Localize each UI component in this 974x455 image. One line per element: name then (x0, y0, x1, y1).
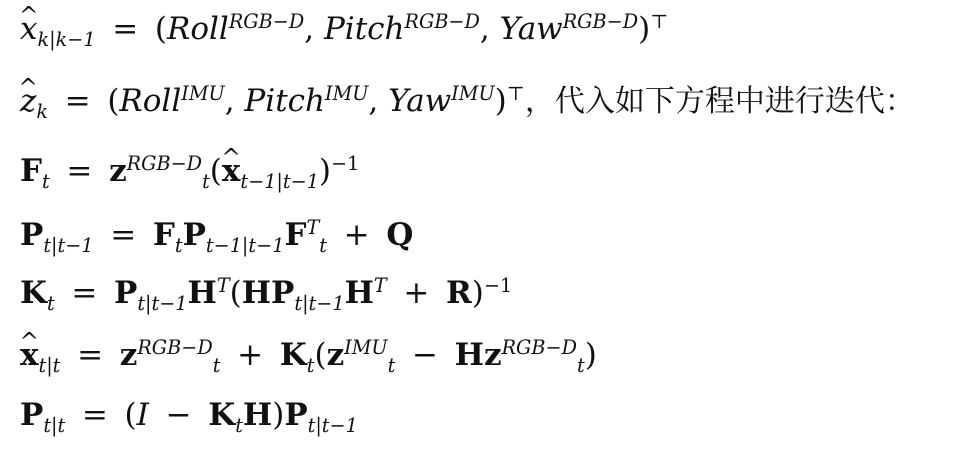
matrix-r: R (446, 275, 472, 311)
left-paren: ( (107, 83, 120, 119)
equals-sign: = (71, 275, 98, 311)
z-hat-symbol: ^ z (20, 86, 36, 117)
subscript-t: t (387, 354, 396, 378)
matrix-h: H (242, 397, 273, 433)
subscript-k-given-k-minus-1: k|k−1 (37, 28, 96, 52)
superscript-transpose: T (306, 216, 320, 240)
superscript-inverse: −1 (483, 274, 513, 298)
right-paren: ) (638, 11, 651, 47)
plus-sign: + (403, 275, 430, 311)
superscript-transpose: T (216, 274, 230, 298)
matrix-h: H (187, 275, 217, 311)
left-paren: ( (154, 11, 167, 47)
superscript-imu: IMU (344, 336, 388, 360)
matrix-p: P (284, 397, 308, 433)
pitch-symbol: Pitch (244, 83, 325, 119)
matrix-p: P (271, 275, 295, 311)
subscript-t-1-given-t-1: t−1|t−1 (240, 170, 319, 194)
equals-sign: = (81, 397, 108, 433)
pitch-symbol: Pitch (323, 11, 405, 47)
right-paren: ) (471, 275, 484, 311)
equation-kalman-gain (20, 274, 513, 316)
comma: , (368, 83, 379, 119)
yaw-symbol: Yaw (499, 11, 563, 47)
equals-sign: = (110, 217, 137, 253)
subscript-t: t (235, 414, 243, 438)
matrix-k: K (20, 275, 47, 311)
vector-z: z (109, 153, 127, 189)
subscript-t-given-t-1: t|t−1 (43, 234, 94, 258)
vector-z: z (326, 337, 345, 373)
superscript-rgbd: RGB−D (404, 10, 480, 34)
subscript-t-1-given-t-1: t−1|t−1 (205, 234, 285, 258)
vector-z: z (119, 337, 138, 373)
matrix-k: K (208, 397, 236, 433)
right-paren: ) (272, 397, 285, 433)
superscript-imu: IMU (181, 82, 225, 106)
subscript-t-given-t: t|t (38, 354, 61, 378)
matrix-p: P (20, 397, 44, 433)
subscript-t: t (174, 234, 183, 258)
comma: , (304, 11, 315, 47)
transpose-symbol: ⊤ (650, 10, 669, 34)
equation-state-update (20, 336, 597, 378)
matrix-p: P (182, 217, 206, 253)
comma: , (224, 83, 235, 119)
vector-z: z (483, 337, 502, 373)
equals-sign: = (77, 337, 104, 373)
subscript-t: t (212, 354, 221, 378)
identity-symbol: I (136, 397, 149, 433)
right-paren: ) (494, 83, 507, 119)
subscript-t: t (576, 354, 585, 378)
superscript-transpose: T (373, 274, 387, 298)
superscript-imu: IMU (324, 82, 369, 106)
subscript-t: t (46, 292, 55, 316)
matrix-f: F (284, 217, 307, 253)
equals-sign: = (66, 153, 93, 189)
chinese-instruction-text: ，代入如下方程中进行迭代： (524, 84, 915, 119)
superscript-rgbd: RGB−D (126, 152, 203, 176)
minus-sign: − (165, 397, 192, 433)
roll-symbol: Roll (166, 11, 229, 47)
x-hat-bold: ^ x (20, 340, 38, 371)
equation-covariance-prediction (20, 216, 414, 258)
superscript-imu: IMU (451, 82, 495, 106)
subscript-t: t (42, 170, 50, 194)
superscript-rgbd: RGB−D (137, 336, 213, 360)
equation-covariance-update (20, 397, 358, 438)
matrix-f: F (152, 217, 175, 253)
subscript-t-given-t-1: t|t−1 (307, 414, 358, 438)
roll-symbol: Roll (119, 83, 182, 119)
subscript-t-given-t: t|t (43, 414, 66, 438)
equation-x-hat-prediction (20, 10, 669, 52)
matrix-p: P (114, 275, 138, 311)
subscript-t: t (202, 170, 210, 194)
right-paren: ) (584, 337, 597, 373)
superscript-inverse: −1 (331, 152, 360, 176)
superscript-rgbd: RGB−D (562, 10, 639, 34)
minus-sign: − (412, 337, 438, 373)
matrix-h: H (344, 275, 374, 311)
matrix-q: Q (386, 217, 414, 253)
plus-sign: + (237, 337, 264, 373)
equals-sign: = (112, 11, 139, 47)
equation-state-transition (20, 152, 360, 194)
left-paren: ( (209, 153, 222, 189)
subscript-t-given-t-1: t|t−1 (137, 292, 188, 316)
matrix-h: H (454, 337, 484, 373)
matrix-p: P (20, 217, 44, 253)
yaw-symbol: Yaw (388, 83, 452, 119)
x-hat-bold: ^ x (222, 156, 240, 187)
equals-sign: = (64, 83, 91, 119)
subscript-t: t (306, 354, 315, 378)
superscript-rgbd: RGB−D (501, 336, 577, 360)
x-hat-symbol: ^ x (20, 14, 37, 45)
left-paren: ( (229, 275, 242, 311)
comma: , (479, 11, 490, 47)
superscript-rgbd: RGB−D (228, 10, 305, 34)
transpose-symbol: ⊤ (506, 82, 525, 106)
subscript-t-given-t-1: t|t−1 (294, 292, 345, 316)
left-paren: ( (314, 337, 327, 373)
right-paren: ) (318, 153, 332, 189)
matrix-h: H (241, 275, 272, 311)
left-paren: ( (124, 397, 137, 433)
subscript-k: k (36, 100, 48, 124)
equation-z-hat-measurement (20, 82, 915, 124)
matrix-f: F (20, 153, 43, 189)
plus-sign: + (343, 217, 370, 253)
matrix-k: K (279, 337, 307, 373)
subscript-t: t (319, 234, 327, 258)
